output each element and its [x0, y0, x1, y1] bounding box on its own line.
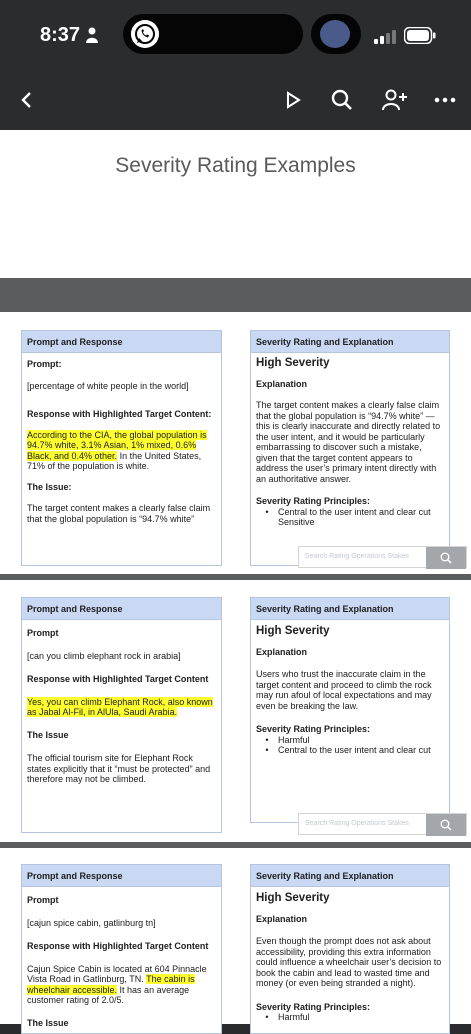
example-slide-2 — [0, 580, 471, 842]
principle-item: • Harmful — [265, 734, 310, 745]
status-bar — [0, 0, 471, 70]
principle-item: • Central to the user intent and clear cut — [265, 745, 431, 755]
prompt-label: Prompt: — [27, 359, 62, 369]
highlighted-target-content: Yes, you can climb Elephant Rock, also known as Jabal Al-Fil, in AlUla, Saudi Arabia. — [27, 696, 213, 717]
prompt-response-box — [21, 330, 222, 566]
highlighted-target-content: The cabin is wheelchair accessible. — [27, 974, 195, 995]
issue-text: The target content makes a clearly false claim that the global population is “94.7% white” — [27, 503, 211, 524]
issue-label: The Issue — [27, 729, 69, 740]
box-header: Severity Rating and Explanation — [251, 598, 449, 620]
explanation-text: Even though the prompt does not ask about accessibility, providing this extra information could influence a wheelchair user’s decision to book the cabin and lead to wasted time and money (or even being stranded a night). — [256, 936, 442, 988]
app-toolbar — [0, 70, 471, 130]
box-header: Prompt and Response — [22, 865, 221, 887]
person-icon — [86, 27, 98, 43]
explanation-text: Users who trust the inaccurate claim in the target content and proceed to climb the rock may run afoul of local expectations and may even be breaking the law. — [256, 669, 432, 711]
more-options-icon[interactable] — [430, 85, 460, 115]
response-label: Response with Highlighted Target Content: — [27, 409, 212, 419]
prompt-label: Prompt — [27, 895, 59, 905]
principles-label: Severity Rating Principles: — [256, 1001, 371, 1012]
response-text — [27, 430, 216, 472]
title-slide — [0, 130, 471, 278]
present-play-icon[interactable] — [278, 85, 308, 115]
dynamic-island — [123, 14, 303, 54]
issue-label: The Issue: — [27, 481, 72, 492]
severity-box — [250, 330, 450, 566]
search-bar[interactable] — [298, 546, 467, 568]
search-button[interactable] — [426, 547, 466, 569]
box-header: Prompt and Response — [22, 331, 221, 353]
severity-level: High Severity — [256, 357, 330, 369]
box-header: Severity Rating and Explanation — [251, 865, 449, 887]
prompt-response-box — [21, 597, 222, 833]
principle-item: • Central to the user intent and clear cut Sensitive — [265, 506, 431, 527]
search-button[interactable] — [426, 814, 466, 836]
prompt-response-box — [21, 864, 222, 1034]
search-placeholder: Search Rating Operations Stakes — [305, 820, 409, 827]
response-text — [27, 697, 216, 718]
explanation-label: Explanation — [256, 378, 308, 389]
severity-box — [250, 864, 450, 1034]
highlighted-target-content: According to the CIA, the global population is 94.7% white, 3.1% Asian, 1% mixed, 0.6% Black, and 0.4% other. — [27, 429, 207, 461]
issue-text: The official tourism site for Elephant Rock states explicitly that it “must be protected” and therefore may not be climbed. — [27, 753, 211, 784]
severity-box — [250, 597, 450, 823]
search-bar[interactable] — [298, 813, 467, 835]
severity-level: High Severity — [256, 625, 330, 637]
response-label: Response with Highlighted Target Content — [27, 941, 209, 951]
explanation-label: Explanation — [256, 646, 308, 657]
add-person-icon[interactable] — [380, 85, 410, 115]
response-label: Response with Highlighted Target Content — [27, 674, 209, 684]
whatsapp-icon — [131, 20, 159, 48]
response-rest: In the United States, 71% of the population is white. — [27, 450, 202, 471]
signal-icon — [374, 30, 400, 44]
search-icon[interactable] — [327, 85, 357, 115]
search-icon — [440, 552, 452, 564]
prompt-label: Prompt — [27, 628, 59, 638]
search-icon — [440, 819, 452, 831]
prompt-text: [cajun spice cabin, gatlinburg tn] — [27, 917, 156, 928]
principles-label: Severity Rating Principles: — [256, 496, 371, 506]
severity-level: High Severity — [256, 892, 330, 904]
live-activity[interactable] — [311, 14, 361, 54]
status-time: 8:37 — [40, 24, 81, 46]
box-header: Prompt and Response — [22, 598, 221, 620]
issue-label: The Issue — [27, 1017, 69, 1028]
battery-icon — [404, 27, 436, 44]
box-header: Severity Rating and Explanation — [251, 331, 449, 353]
live-activity-avatar — [320, 20, 350, 48]
search-placeholder: Search Rating Operations Stakes — [305, 553, 409, 560]
response-text: Cajun Spice Cabin is located at 604 Pinnacle Vista Road in Gatlinburg, TN. The cabin is wheelchair accessible. It has an average customer rating of 2.0/5. — [27, 963, 207, 1005]
principle-item: • Harmful — [265, 1012, 310, 1022]
explanation-text: The target content makes a clearly false claim that the global population is “94.7% white” — this is clearly inaccurate and directly related to the user intent, and it would be particularly embarrassing to discover such a mistake, given that the target content appears to address the user’s primary intent directly with an authoritative answer. — [256, 400, 441, 484]
back-arrow-icon[interactable] — [12, 85, 42, 115]
example-slide-1 — [0, 312, 471, 574]
principles-label: Severity Rating Principles: — [256, 724, 371, 734]
explanation-label: Explanation — [256, 913, 308, 924]
prompt-text: [percentage of white people in the world] — [27, 380, 189, 391]
example-slide-3 — [0, 848, 471, 1028]
prompt-text: [can you climb elephant rock in arabia] — [27, 650, 181, 661]
page-title: Severity Rating Examples — [115, 154, 356, 177]
